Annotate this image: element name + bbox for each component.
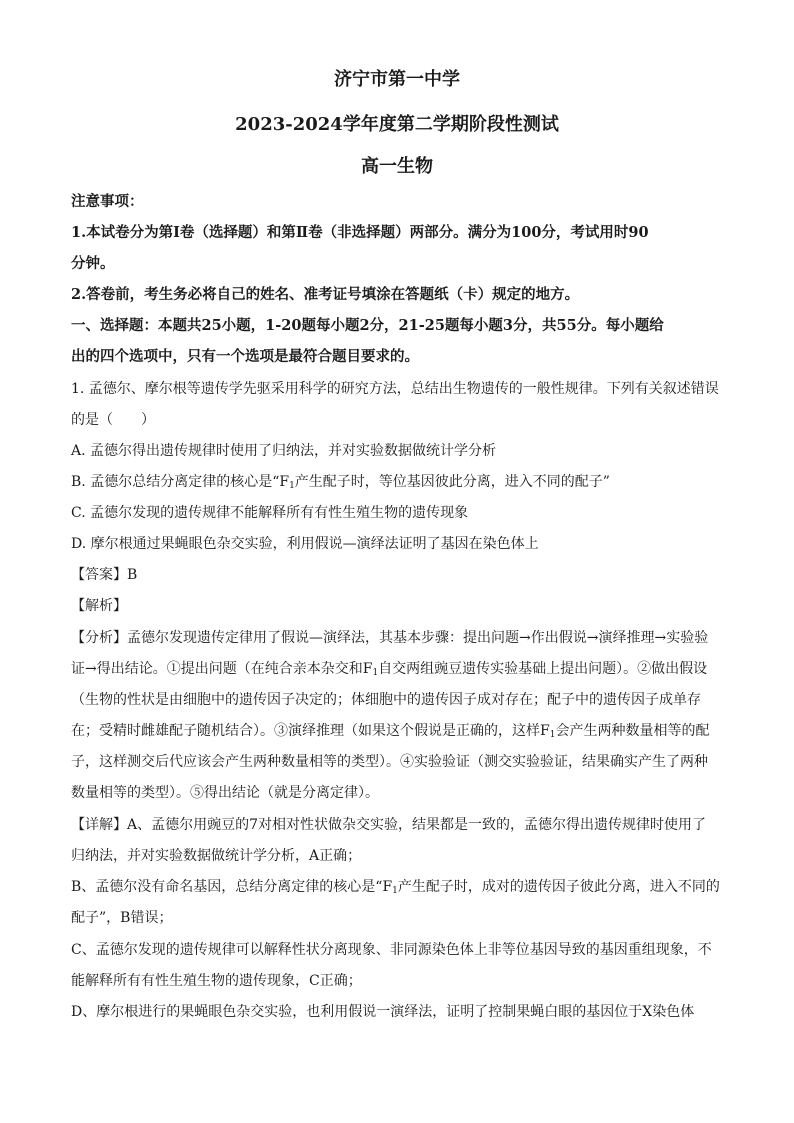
answer-line — [71, 565, 137, 585]
notice-heading: 注意事项： — [71, 193, 144, 210]
detail-c-line-1: C、孟德尔发现的遗传规律可以解释性状分离现象、非同源染色体上非等位基因导致的基因重组现象，不 — [71, 942, 712, 958]
notice-item-2: 2.答卷前，考生务必将自己的姓名、准考证号填涂在答题纸（卡）规定的地方。 — [71, 286, 580, 303]
analysis-paragraph-line-4: 在；受精时雌雄配子随机结合）。③演绎推理（如果这个假说是正确的，这样$F_1$会产生两种数量相等的配 — [71, 723, 710, 740]
notice-item-1-cont: 分钟。 — [71, 255, 115, 272]
subject-title: 高一生物 — [361, 156, 433, 177]
answer-tag: 【答案】 — [71, 567, 127, 583]
answer-value: B — [127, 567, 138, 583]
section-heading-cont: 出的四个选项中，只有一个选项是最符合题目要求的。 — [71, 348, 419, 365]
analysis-paragraph-line-1: 【分析】孟德尔发现遗传定律用了假说—演绎法，其基本步骤：提出问题→作出假说→演绎推理→实验验 — [71, 630, 709, 646]
option-c: C. 孟德尔发现的遗传规律不能解释所有有性生殖生物的遗传现象 — [71, 505, 469, 521]
question-1-stem: 1. 孟德尔、摩尔根等遗传学先驱采用科学的研究方法，总结出生物遗传的一般性规律。下列有关叙述错误 — [71, 381, 719, 397]
fenxi-tag: 【分析】 — [71, 630, 127, 646]
option-a: A. 孟德尔得出遗传规律时使用了归纳法，并对实验数据做统计学分析 — [71, 443, 497, 459]
notice-item-1: 1.本试卷分为第Ⅰ卷（选择题）和第Ⅱ卷（非选择题）两部分。满分为100分，考试用时90 — [71, 224, 649, 241]
detail-c-line-2: 能解释所有有性生殖生物的遗传现象，C正确； — [71, 973, 362, 989]
analysis-paragraph-line-6: 数量相等的类型）。⑤得出结论（就是分离定律）。 — [71, 785, 379, 801]
exam-title: 2023-2024学年度第二学期阶段性测试 — [235, 114, 559, 135]
analysis-paragraph-line-3: （生物的性状是由细胞中的遗传因子决定的；体细胞中的遗传因子成对存在；配子中的遗传因子成单存 — [71, 692, 701, 708]
detail-a-line-1: 【详解】A、孟德尔用豌豆的7对相对性状做杂交实验，结果都是一致的，孟德尔得出遗传规律时使用了 — [71, 817, 707, 833]
analysis-paragraph-line-2: 证→得出结论。①提出问题（在纯合亲本杂交和$F_1$自交两组豌豆遗传实验基础上提出问题）。②做出假设 — [71, 661, 708, 678]
option-d: D. 摩尔根通过果蝇眼色杂交实验，利用假说—演绎法证明了基因在染色体上 — [71, 536, 539, 552]
detail-b-line-2: 配子”，B错误； — [71, 910, 173, 926]
detail-d-line-1: D、摩尔根进行的果蝇眼色杂交实验，也利用假说一演绎法，证明了控制果蝇白眼的基因位于X染色体 — [71, 1004, 695, 1020]
option-b: B. 孟德尔总结分离定律的核心是“$F_1$产生配子时，等位基因彼此分离，进入不同的配子” — [71, 474, 610, 491]
detail-b-line-1: B、孟德尔没有命名基因，总结分离定律的核心是“$F_1$产生配子时，成对的遗传因子彼此分离，进入不同的 — [71, 879, 720, 896]
detail-a-line-2: 归纳法，并对实验数据做统计学分析，A正确； — [71, 848, 362, 864]
question-1-stem-cont: 的是（ ） — [71, 412, 155, 428]
school-title: 济宁市第一中学 — [334, 69, 460, 90]
analysis-tag: 【解析】 — [71, 598, 127, 614]
xiangjie-tag: 【详解】 — [71, 817, 127, 833]
section-heading: 一、选择题：本题共25小题，1-20题每小题2分，21-25题每小题3分，共55分。每小题给 — [71, 317, 664, 334]
analysis-paragraph-line-5: 子，这样测交后代应该会产生两种数量相等的类型）。④实验验证（测交实验验证，结果确实产生了两种 — [71, 754, 708, 770]
